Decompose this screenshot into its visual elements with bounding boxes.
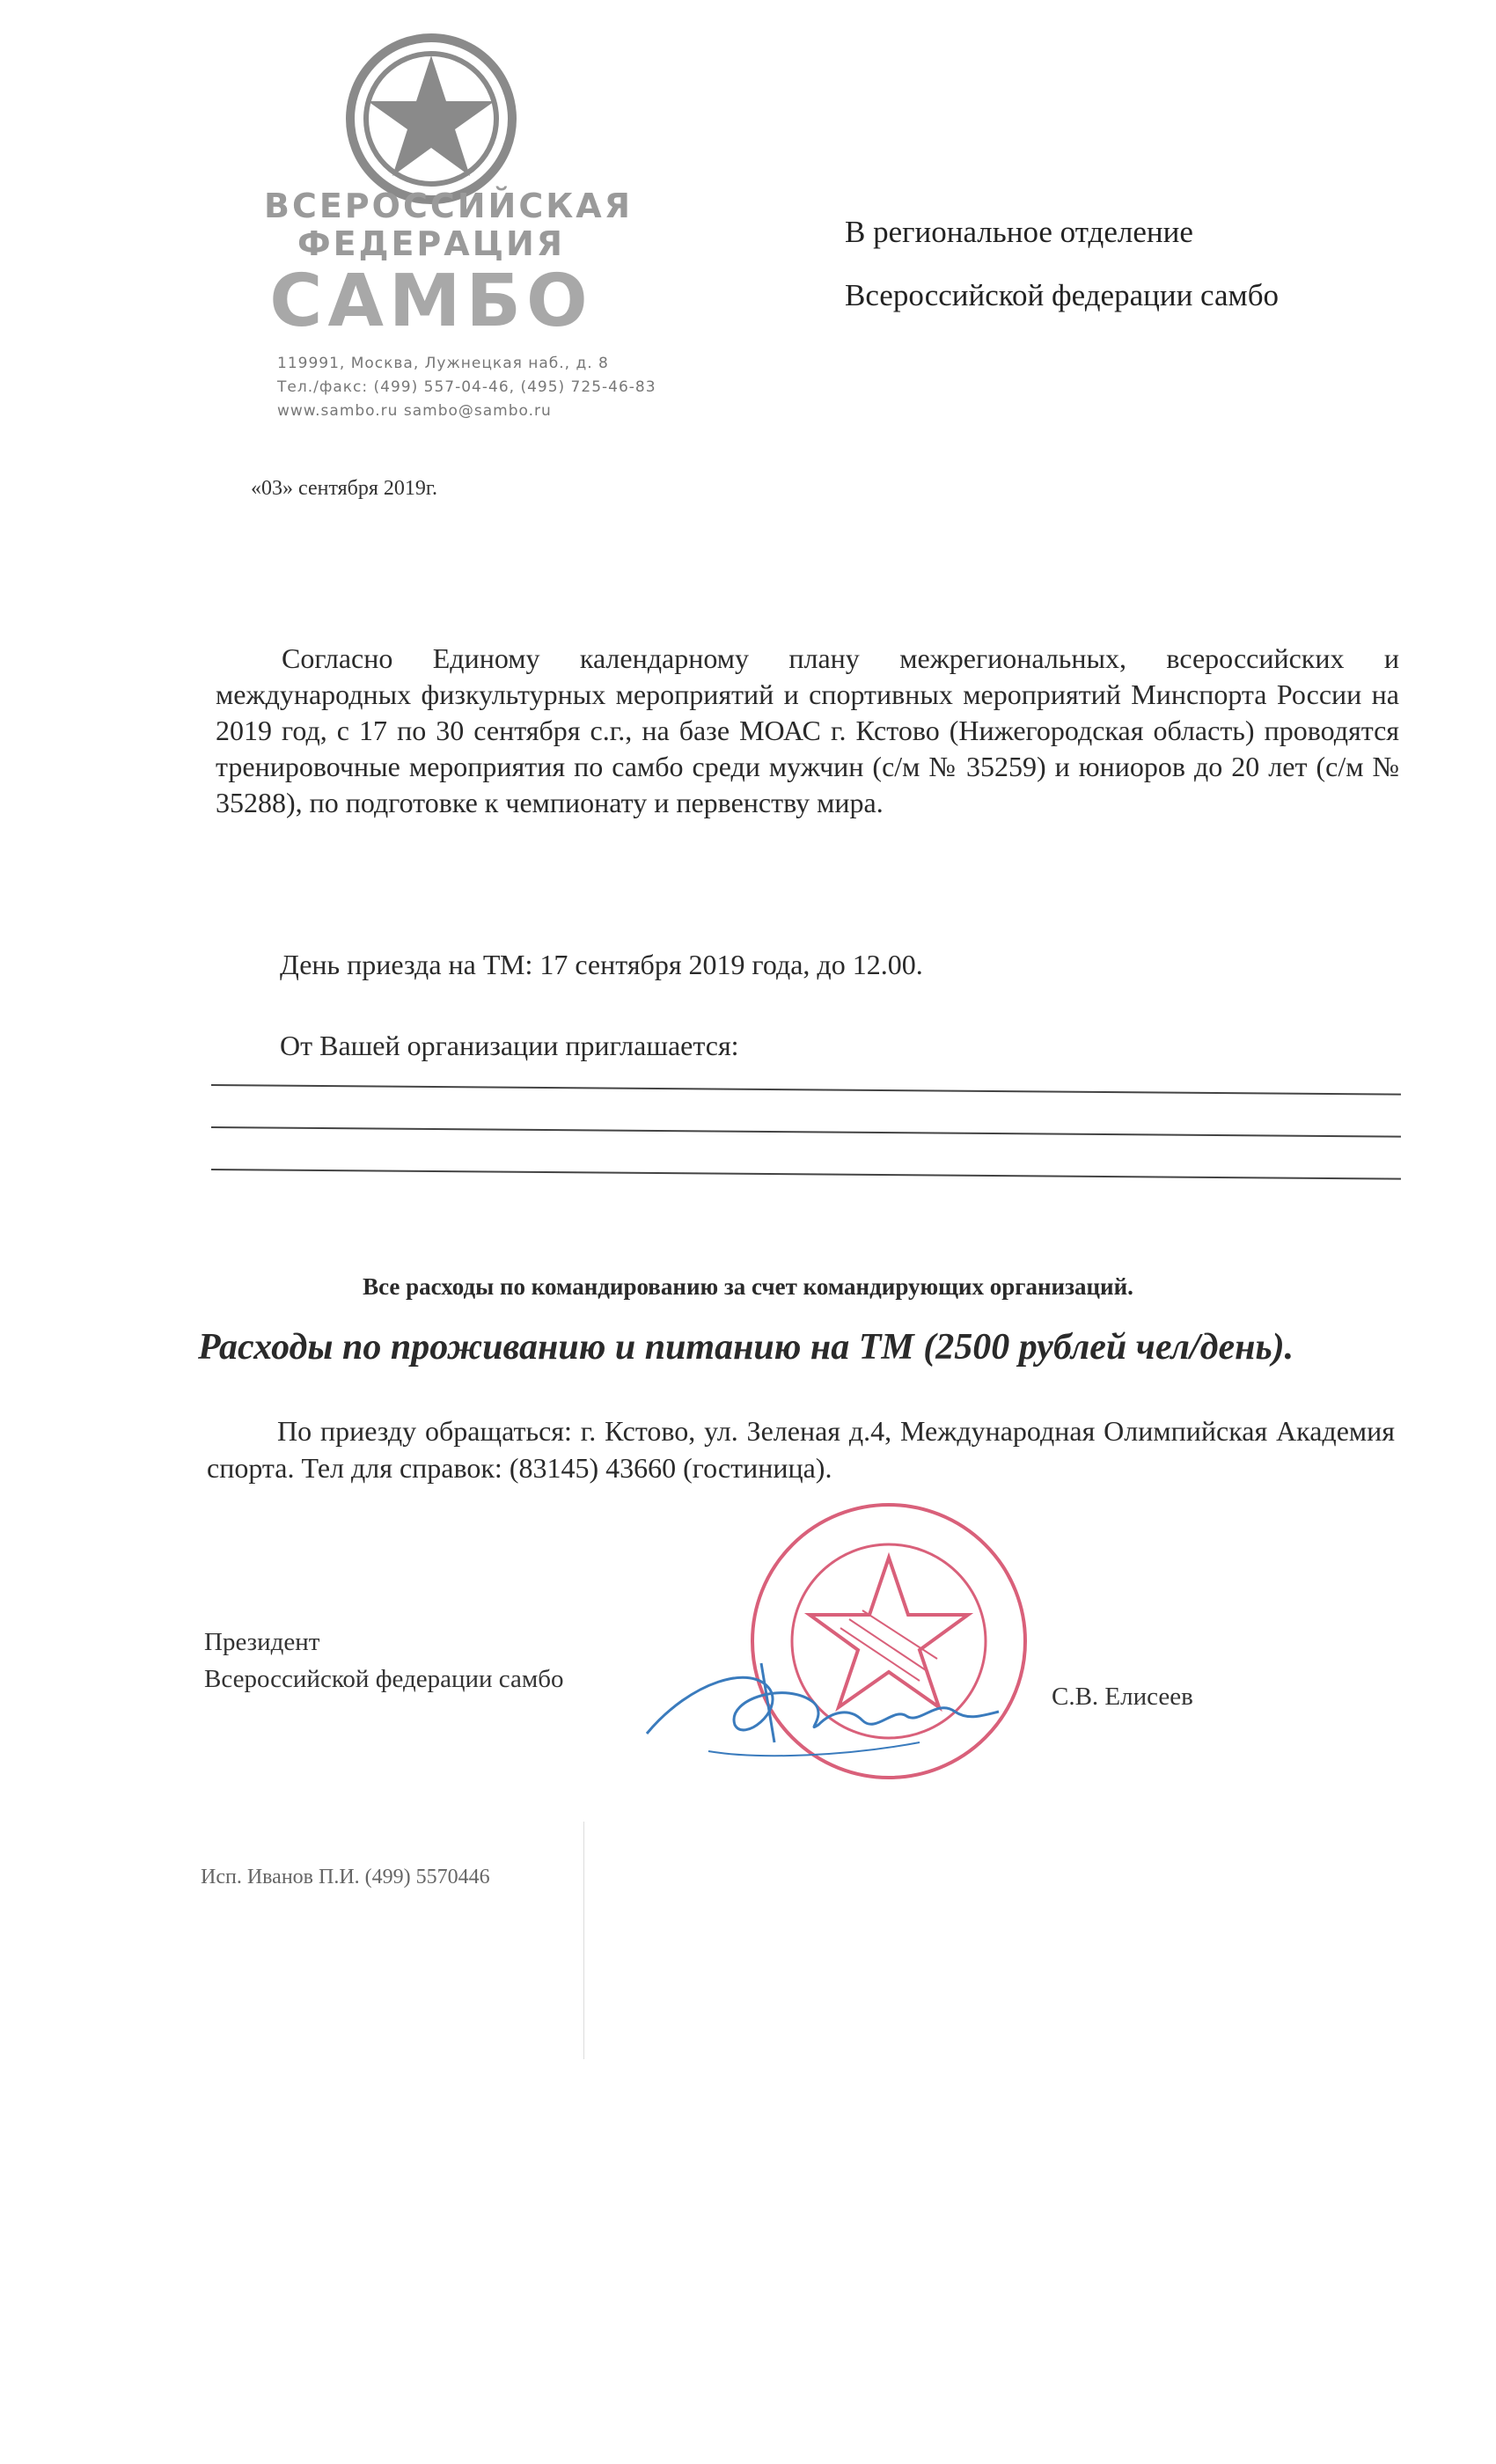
signer-title (204, 1624, 564, 1698)
signer-title-line1: Президент (204, 1628, 320, 1656)
executor-info: Исп. Иванов П.И. (499) 5570446 (201, 1866, 490, 1888)
letterhead-web: www.sambo.ru sambo@sambo.ru (277, 402, 552, 420)
fill-line-3 (211, 1169, 1401, 1180)
star-logo-icon (343, 31, 519, 207)
org-name-line2: ФЕДЕРАЦИЯ (297, 224, 566, 263)
main-paragraph: Согласно Единому календарному плану межрегиональных, всероссийских и международных физкультурных мероприятий и спортивных мероприятий Минспорта России на 2019 год, с 17 по 30 сентября с.г., на базе МОАС г. Кстово (Нижегородская область) проводятся тренировочные мероприятия по самбо среди мужчин (с/м № 35259) и юниоров до 20 лет (с/м № 35288), по подготовке к чемпионату и первенству мира. (216, 642, 1399, 818)
accommodation-note: Расходы по проживанию и питанию на ТМ (2500 рублей чел/день). (198, 1327, 1294, 1368)
signer-title-line2: Всероссийской федерации самбо (204, 1665, 564, 1693)
fill-line-1 (211, 1084, 1401, 1096)
letterhead-address: 119991, Москва, Лужнецкая наб., д. 8 (277, 355, 609, 372)
invited-label: От Вашей организации приглашается: (280, 1030, 739, 1061)
signer-name: С.В. Елисеев (1052, 1683, 1193, 1711)
signature-icon (638, 1628, 1008, 1769)
org-name-line3: САМБО (269, 260, 593, 343)
arrival-contact: По приезду обращаться: г. Кстово, ул. Зеленая д.4, Международная Олимпийская Академия спорта. Тел для справок: (83145) 43660 (гостиница). (207, 1415, 1395, 1484)
addressee-line1: В региональное отделение (845, 215, 1193, 249)
addressee-line2: Всероссийской федерации самбо (845, 278, 1280, 312)
org-name-line1: ВСЕРОССИЙСКАЯ (264, 187, 633, 225)
letterhead-phone: Тел./факс: (499) 557-04-46, (495) 725-46-83 (277, 378, 656, 396)
letter-date: «03» сентября 2019г. (251, 477, 438, 500)
letterhead-contacts (277, 352, 656, 423)
expenses-note: Все расходы по командированию за счет командирующих организаций. (363, 1273, 1133, 1300)
addressee (845, 201, 1279, 327)
arrival-day: День приезда на ТМ: 17 сентября 2019 года, до 12.00. (280, 949, 923, 980)
scan-artifact-line (583, 1822, 584, 2059)
fill-line-2 (211, 1126, 1401, 1138)
